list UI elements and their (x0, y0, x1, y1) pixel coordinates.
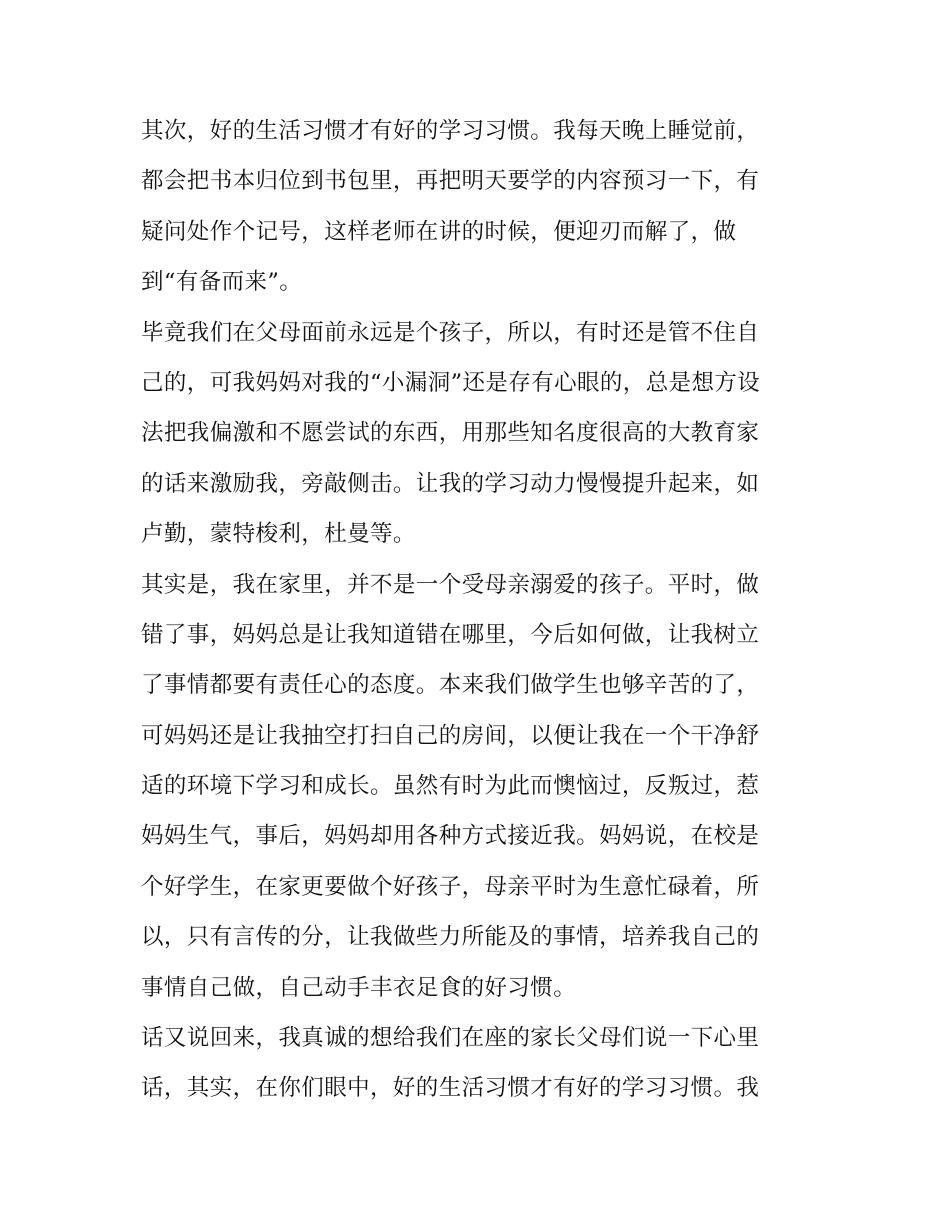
text-line: 其次，好的生活习惯才有好的学习习惯。我每天晚上睡觉前， (141, 118, 760, 144)
text-line: 话，其实，在你们眼中，好的生活习惯才有好的学习习惯。我 (141, 1075, 760, 1102)
paragraph (141, 560, 821, 1014)
text-line: 己的，可我妈妈对我的“小漏洞”还是存有心眼的，总是想方设 (141, 369, 761, 396)
text-line: 疑问处作个记号，这样老师在讲的时候，便迎刃而解了，做 (141, 218, 737, 245)
text-line: 错了事，妈妈总是让我知道错在哪里，今后如何做，让我树立 (141, 621, 760, 648)
text-line: 的话来激励我，旁敲侧击。让我的学习动力慢慢提升起来，如 (141, 470, 760, 497)
text-line: 毕竟我们在父母面前永远是个孩子，所以，有时还是管不住自 (141, 319, 760, 346)
text-line: 到“有备而来”。 (141, 269, 303, 296)
text-line: 都会把书本归位到书包里，再把明天要学的内容预习一下，有 (141, 168, 760, 195)
text-line: 以，只有言传的分，让我做些力所能及的事情，培养我自己的 (141, 924, 760, 951)
text-line: 事情自己做，自己动手丰衣足食的好习惯。 (141, 974, 577, 1001)
body-text (141, 106, 821, 1114)
paragraph (141, 308, 821, 560)
text-line: 个好学生，在家更要做个好孩子，母亲平时为生意忙碌着，所 (141, 873, 760, 900)
text-line: 适的环境下学习和成长。虽然有时为此而懊恼过，反叛过，惹 (141, 773, 760, 800)
text-line: 妈妈生气，事后，妈妈却用各种方式接近我。妈妈说，在校是 (141, 823, 760, 850)
text-line: 了事情都要有责任心的态度。本来我们做学生也够辛苦的了， (141, 672, 760, 699)
paragraph (141, 106, 821, 308)
text-line: 法把我偏激和不愿尝试的东西，用那些知名度很高的大教育家 (141, 420, 760, 447)
text-line: 可妈妈还是让我抽空打扫自己的房间，以便让我在一个干净舒 (141, 722, 760, 749)
paragraph (141, 1013, 821, 1114)
text-line: 其实是，我在家里，并不是一个受母亲溺爱的孩子。平时，做 (141, 571, 760, 598)
text-line: 卢勤，蒙特梭利，杜曼等。 (141, 521, 416, 548)
text-line: 话又说回来，我真诚的想给我们在座的家长父母们说一下心里 (141, 1025, 760, 1052)
